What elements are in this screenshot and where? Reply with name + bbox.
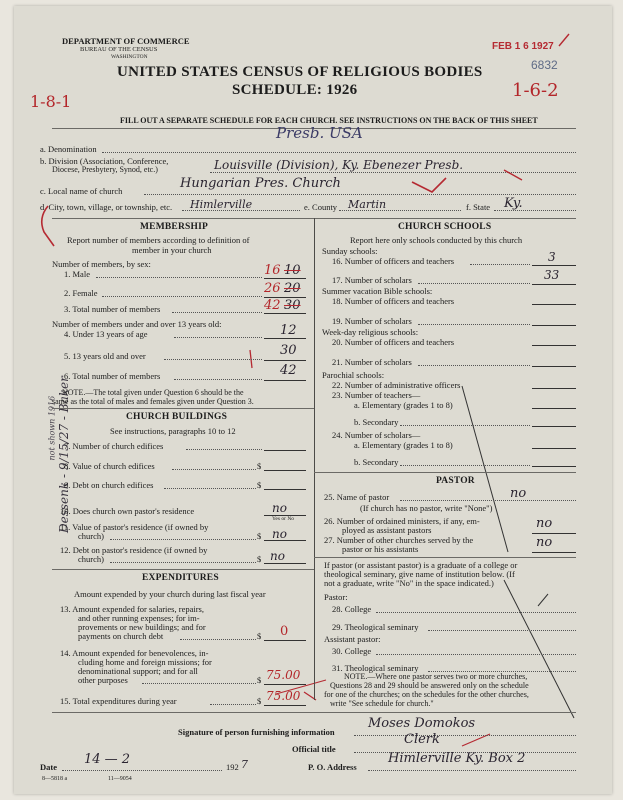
sunday-schools-label: Sunday schools: [322, 246, 378, 256]
date-label: Date [40, 762, 57, 772]
margin-note: Dessenk - 9/15/27 - Baker [57, 376, 71, 533]
graduate-note-line2: theological seminary, give name of institution below. (If [324, 569, 515, 579]
q2-value: 26 [264, 281, 281, 296]
schools-subtitle: Report here only schools conducted by this church [350, 235, 523, 245]
assistant-pastor-label: Assistant pastor: [324, 634, 381, 644]
department-label: DEPARTMENT OF COMMERCE [62, 36, 190, 46]
division-label-line1: b. Division (Association, Conference, [40, 156, 169, 166]
q11-label-line1: 11. Value of pastor's residence (if owned by [60, 522, 209, 532]
state-label: f. State [466, 202, 491, 212]
city-label: WASHINGTON [111, 54, 148, 60]
expenditures-title: EXPENDITURES [142, 573, 219, 583]
q30-label: 30. College [332, 646, 372, 656]
q11-label-line2: church) [78, 531, 104, 541]
q31-label: 31. Theological seminary [332, 663, 419, 673]
q7-label: 7. Number of church edifices [64, 441, 164, 451]
q24-label: 24. Number of scholars— [332, 430, 421, 440]
q11-value: no [272, 527, 287, 541]
membership-title: MEMBERSHIP [140, 222, 208, 232]
pastor-note-line4: write "See schedule for church." [330, 699, 434, 708]
po-address-value: Himlerville Ky. Box 2 [388, 751, 526, 766]
q14-label-line1: 14. Amount expended for benevolences, in- [60, 648, 209, 658]
q12-label-line2: church) [78, 554, 104, 564]
pastor-label: Pastor: [324, 592, 348, 602]
q23b-label: b. Secondary [354, 417, 399, 427]
q26-label-line1: 26. Number of ordained ministers, if any, em- [324, 516, 480, 526]
q2-label: 2. Female [64, 288, 98, 298]
division-value: Louisville (Division), Ky. Ebenezer Presb. [214, 158, 464, 172]
q13-label-line1: 13. Amount expended for salaries, repairs, [60, 604, 204, 614]
q24b-label: b. Secondary [354, 457, 399, 467]
q19-label: 19. Number of scholars [332, 316, 412, 326]
membership-intro-line2: member in your church [132, 245, 212, 255]
official-title-label: Official title [292, 744, 336, 754]
q15-value: 75.00 [266, 689, 301, 703]
q21-label: 21. Number of scholars [332, 357, 412, 367]
q16-label: 16. Number of officers and teachers [332, 256, 455, 266]
q11-dollar: $ [257, 531, 262, 541]
q13-dollar: $ [257, 631, 262, 641]
received-date-stamp: FEB 1 6 1927 [492, 41, 554, 52]
city-value: Himlerville [190, 198, 253, 211]
denomination-label: a. Denomination [40, 144, 97, 154]
margin-note-secondary: not shown 1916 [47, 395, 57, 461]
local-name-label: c. Local name of church [40, 186, 123, 196]
division-label-line2: Diocese, Presbytery, Synod, etc.) [52, 165, 158, 174]
q27-value: no [536, 535, 553, 550]
weekday-schools-label: Week-day religious schools: [322, 327, 419, 337]
denomination-value: Presb. USA [276, 124, 363, 142]
q8-dollar: $ [257, 461, 262, 471]
pastor-note-line1: NOTE.—Where one pastor serves two or more churches, [344, 672, 528, 681]
county-value: Martin [348, 198, 387, 211]
q3-label: 3. Total number of members [64, 304, 161, 314]
q17-value: 33 [544, 268, 560, 282]
census-schedule-sheet [14, 6, 612, 794]
school-strike-line [462, 386, 508, 552]
stamp-check-mark [559, 34, 569, 46]
graduate-note-line1: If pastor (or assistant pastor) is a graduate of a college or [324, 560, 518, 570]
state-value: Ky. [504, 196, 523, 211]
q16-value: 3 [548, 250, 556, 264]
form-instructions: FILL OUT A SEPARATE SCHEDULE FOR EACH CHURCH. SEE INSTRUCTIONS ON THE BACK OF THIS SHEET [120, 116, 538, 125]
q26-label-line2: ployed as assistant pastors [342, 525, 432, 535]
q4-label: 4. Under 13 years of age [64, 329, 148, 339]
q14-label-line2: cluding home and foreign missions; for [78, 657, 212, 667]
q28-label: 28. College [332, 604, 372, 614]
city-label: d. City, town, village, or township, etc. [40, 202, 173, 212]
q3-original-value: 30 [284, 298, 301, 313]
pastor-title: PASTOR [436, 476, 475, 486]
q14-label-line3: denominational support; and for all [78, 666, 198, 676]
members-by-sex-label: Number of members, by sex: [52, 259, 151, 269]
buildings-subtitle: See instructions, paragraphs 10 to 12 [110, 426, 236, 436]
q10-hint: Yes or No [272, 516, 295, 522]
membership-note-line2: same as the total of males and females given under Question 3. [52, 397, 254, 406]
q25-label: 25. Name of pastor [324, 492, 390, 502]
q10-value: no [272, 501, 287, 515]
q6-label: 6. Total number of members [64, 371, 161, 381]
q22-label: 22. Number of administrative officers [332, 380, 461, 390]
membership-intro-line1: Report number of members according to definition of [67, 235, 250, 245]
q25-value: no [510, 486, 527, 501]
q1-original-value: 10 [284, 263, 301, 278]
q18-label: 18. Number of officers and teachers [332, 296, 455, 306]
official-title-value: Clerk [404, 732, 440, 747]
left-code-annotation: 1-8-1 [30, 92, 72, 111]
q13-label-line4: payments on church debt [78, 631, 164, 641]
form-subtitle: SCHEDULE: 1926 [232, 82, 358, 98]
pastor-note-line3: for one of the churches; on the schedules for the other churches, [324, 690, 529, 699]
q9-label: 9. Debt on church edifices [64, 480, 154, 490]
q29-label: 29. Theological seminary [332, 622, 419, 632]
membership-note-line1: NOTE.—The total given under Question 6 should be the [62, 388, 244, 397]
form-number: 8—5818 a [42, 776, 68, 782]
q26-value: no [536, 516, 553, 531]
q2-original-value: 20 [284, 281, 301, 296]
q15-label: 15. Total expenditures during year [60, 696, 177, 706]
q13-label-line2: and other running expenses; for im- [78, 613, 200, 623]
county-check-mark [412, 178, 446, 192]
summer-schools-label: Summer vacation Bible schools: [322, 286, 433, 296]
q13-label-line3: provements or new buildings; and for [78, 622, 206, 632]
schedule-number-stamp: 6832 [531, 58, 558, 72]
q20-label: 20. Number of officers and teachers [332, 337, 455, 347]
q6-value: 42 [280, 363, 297, 378]
signature-value: Moses Domokos [368, 716, 476, 731]
year-prefix: 192 [226, 762, 239, 772]
church-schools-title: CHURCH SCHOOLS [398, 222, 492, 232]
parochial-schools-label: Parochial schools: [322, 370, 385, 380]
q1-value: 16 [264, 263, 281, 278]
form-title: UNITED STATES CENSUS OF RELIGIOUS BODIES [117, 64, 483, 80]
q9-dollar: $ [257, 480, 262, 490]
q24a-label: a. Elementary (grades 1 to 8) [354, 440, 453, 450]
local-name-value: Hungarian Pres. Church [180, 176, 341, 191]
q5-value: 30 [280, 343, 297, 358]
pastor-note-line2: Questions 28 and 29 should be answered only on the schedule [330, 681, 529, 690]
q1-label: 1. Male [64, 269, 90, 279]
q5-label: 5. 13 years old and over [64, 351, 146, 361]
q25-hint: (If church has no pastor, write "None") [360, 503, 493, 513]
expenditures-subtitle: Amount expended by your church during last fiscal year [74, 589, 266, 599]
q17-label: 17. Number of scholars [332, 275, 412, 285]
q12-label-line1: 12. Debt on pastor's residence (if owned by [60, 545, 208, 555]
age-section-label: Number of members under and over 13 years old: [52, 319, 222, 329]
date-value: 14 — 2 [84, 752, 131, 767]
graduate-note-line3: not a graduate, write "No" in the space indicated.) [324, 578, 494, 588]
signature-label: Signature of person furnishing information [178, 727, 335, 737]
q8-label: 8. Value of church edifices [64, 461, 155, 471]
po-address-label: P. O. Address [308, 762, 357, 772]
print-number: 11—9054 [108, 776, 132, 782]
q14-value: 75.00 [266, 668, 301, 682]
division-check-mark [504, 170, 522, 180]
q27-label-line2: pastor or his assistants [342, 544, 419, 554]
county-label: e. County [304, 202, 338, 212]
year-suffix: 7 [241, 758, 248, 771]
left-margin-r-mark [42, 206, 54, 246]
bureau-label: BUREAU OF THE CENSUS [80, 46, 158, 53]
q14-dollar: $ [257, 675, 262, 685]
q23-label: 23. Number of teachers— [332, 390, 421, 400]
q12-value: no [270, 549, 285, 563]
q4-value: 12 [280, 323, 297, 338]
q3-value: 42 [264, 298, 281, 313]
q13-value: 0 [280, 624, 289, 639]
q14-label-line4: other purposes [78, 675, 128, 685]
buildings-title: CHURCH BUILDINGS [126, 412, 228, 422]
q10-label: 10. Does church own pastor's residence [60, 506, 195, 516]
q23a-label: a. Elementary (grades 1 to 8) [354, 400, 453, 410]
q27-label-line1: 27. Number of other churches served by the [324, 535, 474, 545]
q12-dollar: $ [257, 554, 262, 564]
q15-dollar: $ [257, 696, 262, 706]
right-code-annotation: 1-6-2 [512, 80, 559, 101]
